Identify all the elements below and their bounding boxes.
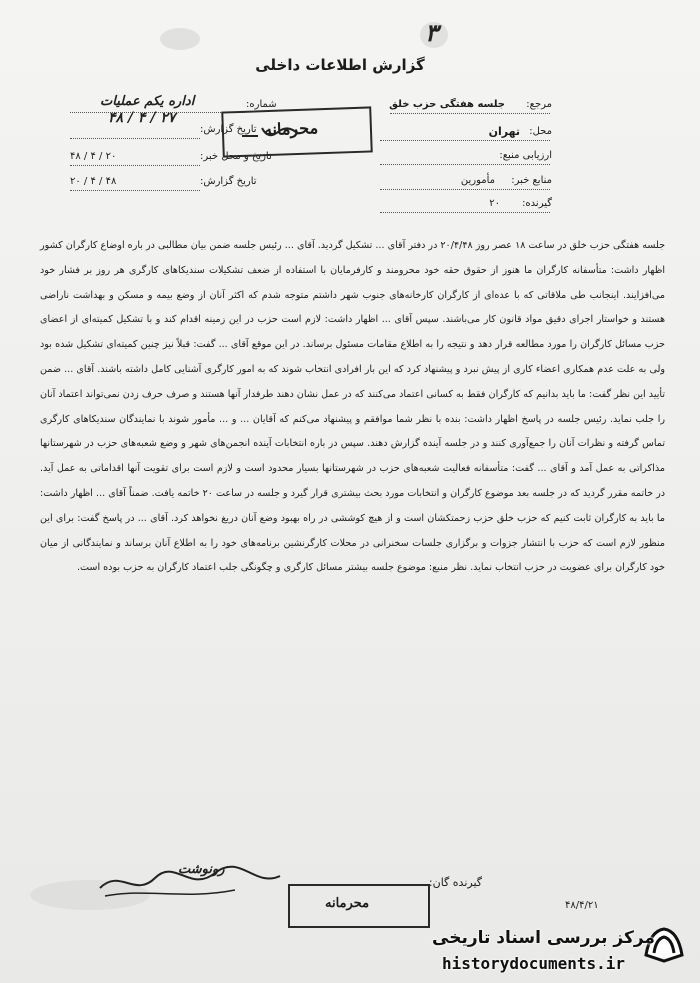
watermark-text-fa: مرکز بررسی اسناد تاریخی xyxy=(432,928,655,948)
field-underline xyxy=(380,140,550,141)
bottom-stamp-text: محرمانه xyxy=(325,896,370,911)
top-handwritten-mark: ۳ xyxy=(425,18,438,47)
field-recipient-label: گیرنده: xyxy=(522,198,552,209)
field-number-label: شماره: xyxy=(246,99,277,110)
field-report-date-value: ۴۸ / ۴ / ۲۰ xyxy=(70,176,117,187)
field-number-value: اداره یکم عملیات xyxy=(100,94,195,109)
field-underline xyxy=(390,113,550,114)
field-sources-label: منابع خبر: xyxy=(511,175,552,186)
field-underline xyxy=(380,164,550,165)
bottom-date: ۴۸/۴/۲۱ xyxy=(565,900,599,911)
field-underline xyxy=(70,165,200,166)
signature-note: رونوشت xyxy=(178,862,225,877)
field-date-label: تاریخ گزارش: xyxy=(200,124,257,135)
field-place-value: تهران xyxy=(488,125,520,138)
field-source-label: مرجع: xyxy=(526,99,552,110)
report-body: جلسه هفتگی حزب خلق در ساعت ۱۸ عصر روز ۲۰/۴/۴۸ در دفتر آقای ... تشکیل گردید. آقای ... رئیس جلسه ضمن بیان مطالبی در باره اوضاع کارگران کشور اظهار داشت: متأسفانه کارگران ما هنوز از حقوق حقه خود محرومند و کارفرمایان با استفاده از ضعف تشکیلات سندیکاهای کارگری هر روز بر فشار خود می‌افزایند. اینجانب طی ملاقاتی که با عده‌ای از کارگران کارخانه‌های جنوب شهر داشتم متوجه شدم که اکثر آنان از وضع بیمه و مسکن و بهداشت ناراضی هستند و خواستار اجرای دقیق مواد قانون کار می‌باشند. سپس آقای ... اظهار داشت: لازم است حزب در این زمینه اقدام کند و با تشکیل کمیته‌ای از اعضای حزب مسائل کارگران را مورد مطالعه قرار دهد و نتیجه را به اطلاع مقامات مسئول برساند. در این موقع آقای ... گفت: قبلاً نیز چنین کمیته‌ای تشکیل شده بود ولی به علت عدم همکاری اعضاء کاری از پیش نبرد و پیشنهاد کرد که این بار افرادی انتخاب شوند که به امور کارگری آشنایی کامل داشته باشند. آقای ... ضمن تأیید این نظر گفت: ما باید بدانیم که کارگران فقط به کسانی اعتماد می‌کنند که در عمل نشان دهند طرفدار آنها هستند و صرف حرف زدن نمی‌تواند اعتماد آنان را جلب نماید. رئیس جلسه در پاسخ اظهار داشت: بنده با نظر شما موافقم و پیشنهاد می‌کنم که آقایان ... و ... مأمور شوند با نمایندگان سندیکاهای کارگری تماس گرفته و نظرات آنان را جمع‌آوری کنند و در جلسه آینده گزارش دهند. سپس در باره انتخابات آینده انجمن‌های شهر و وضع شعبه‌های حزب در شهرستانها مذاکراتی به عمل آمد و آقای ... گفت: متأسفانه فعالیت شعبه‌های حزب در شهرستانها بسیار محدود است و لازم است برای تقویت آنها اقداماتی به عمل آید. در خاتمه مقرر گردید که در جلسه بعد موضوع کارگران و انتخابات مورد بحث بیشتری قرار گیرد و جلسه در ساعت ۲۰ خاتمه یافت. ضمناً آقای ... اظهار داشت: ما باید به کارگران ثابت کنیم که حزب خلق حزب زحمتکشان است و از هیچ کوششی در راه بهبود وضع آنان دریغ نخواهد کرد. آقای ... در پاسخ گفت: برای این منظور لازم است که حزب با انتشار جزوات و برگزاری جلسات سخنرانی در محلات کارگرنشین برنامه‌های خود را به اطلاع آنان برساند و نمایندگانی از میان خود کارگران برای عضویت در حزب انتخاب نماید. نظر منبع: موضوع جلسه بیشتر مسائل کارگری و چگونگی جلب اعتماد کارگران به حزب بوده است. xyxy=(40,240,666,574)
field-date-place-value: ۲۰ / ۴ / ۴۸ xyxy=(70,151,117,162)
watermark-url: historydocuments.ir xyxy=(442,954,626,973)
stamp-handwriting xyxy=(238,118,318,148)
bottom-stamp xyxy=(288,884,430,928)
stamp-text: محرمانه xyxy=(263,118,319,140)
field-date-place-label: تاریخ و محل خبر: xyxy=(200,151,272,162)
field-underline xyxy=(380,189,550,190)
received-label: گیرنده گان: xyxy=(428,876,482,889)
document-title: گزارش اطلاعات داخلی xyxy=(255,56,425,74)
field-report-date-label: تاریخ گزارش: xyxy=(200,176,257,187)
field-underline xyxy=(70,138,200,139)
field-source-value: جلسه هفتگی حزب خلق xyxy=(389,99,505,110)
scan-smudge xyxy=(160,28,200,50)
field-underline xyxy=(380,212,550,213)
field-place-label: محل: xyxy=(529,126,552,137)
field-recipient-value: ۲۰ xyxy=(489,198,500,209)
field-underline xyxy=(70,190,200,191)
field-date-value: ۲۷ / ۴ / ۴۸ xyxy=(108,110,176,126)
field-sources-value: مأمورین xyxy=(460,175,495,186)
field-eval-label: ارزیابی منبع: xyxy=(499,150,552,161)
